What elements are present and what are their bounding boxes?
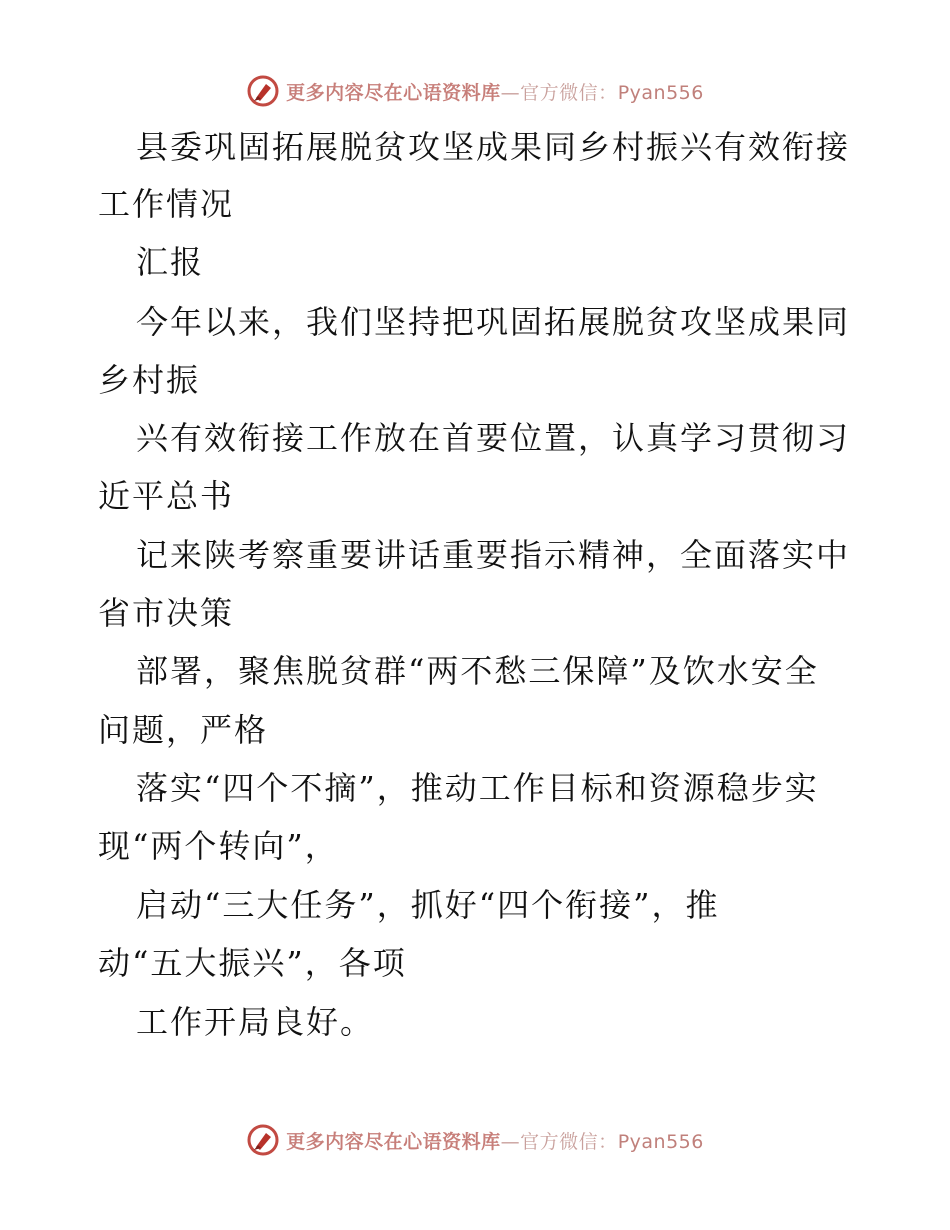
text-line: 问题，严格 [98,711,269,749]
text-line: 兴有效衔接工作放在首要位置，认真学习贯彻习 [136,419,851,457]
text-line: 记来陕考察重要讲话重要指示精神，全面落实中 [136,536,851,574]
text-line: 工作开局良好。 [136,1003,375,1041]
text-line: 乡村振 [98,361,201,399]
text-line: 部署，聚焦脱贫群“两不愁三保障”及饮水安全 [136,652,819,690]
header-watermark [0,71,950,111]
text-line: 落实“四个不摘”，推动工作目标和资源稳步实 [136,769,819,807]
text-line: 汇报 [136,243,205,281]
text-line: 动“五大振兴”，各项 [98,944,407,982]
text-line: 县委巩固拓展脱贫攻坚成果同乡村振兴有效衔接 [136,128,851,166]
text-line: 近平总书 [98,477,235,515]
pen-nib-circle-icon [246,1123,280,1157]
text-line: 启动“三大任务”，抓好“四个衔接”，推 [136,886,720,924]
text-line: 今年以来，我们坚持把巩固拓展脱贫攻坚成果同 [136,303,851,341]
pen-nib-circle-icon [246,74,280,108]
text-line: 工作情况 [98,185,235,223]
text-line: 现“两个转向”， [98,827,339,865]
watermark-text: 更多内容尽在心语资料库—官方微信：Pyan556 [286,1130,704,1153]
footer-watermark [0,1120,950,1160]
watermark-text: 更多内容尽在心语资料库—官方微信：Pyan556 [286,81,704,104]
text-line: 省市决策 [98,594,235,632]
